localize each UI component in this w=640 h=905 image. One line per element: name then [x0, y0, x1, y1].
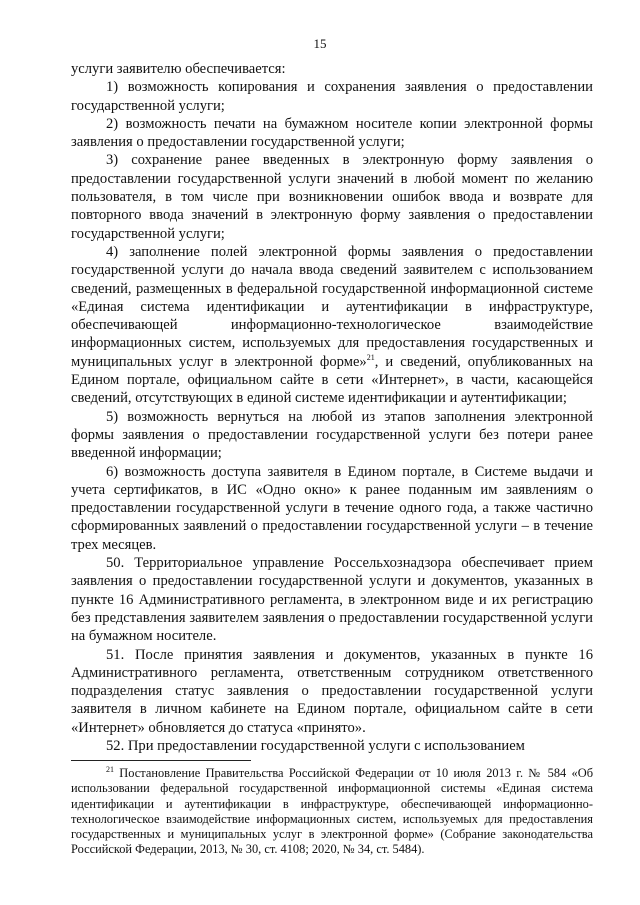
- paragraph-51: 51. После принятия заявления и документов, указанных в пункте 16 Административного регламента, ответственным сотрудником ответственного подразделения статус заявления о предоставлении государственной услуги заявителя в личном кабинете на Едином портале, официальном сайте в сети «Интернет» обновляется до статуса «принято».: [71, 646, 593, 736]
- paragraph-item-3: 3) сохранение ранее введенных в электронную форму заявления о предоставлении государственной услуги значений в любой момент по желанию пользователя, в том числе при возникновении ошибок ввода и возврате для повторного ввода значений в электронную форму заявления о предоставлении государственной услуги;: [71, 152, 593, 242]
- paragraph-52: 52. При предоставлении государственной услуги с использованием: [106, 737, 525, 754]
- footnote-reference[interactable]: 21: [366, 352, 375, 362]
- footnote-marker: 21: [106, 764, 114, 774]
- paragraph-item-1: 1) возможность копирования и сохранения заявления о предоставлении государственной услуги;: [71, 79, 593, 114]
- page-number: 15: [313, 36, 327, 51]
- document-body: [71, 60, 593, 755]
- paragraph-item-4-text-continued: , и сведений, опубликованных на Едином портале, официальном сайте в сети «Интернет», в части, касающейся сведений, отсутствующих в единой системе идентификации и аутентификации;: [71, 353, 593, 407]
- paragraph-item-6: 6) возможность доступа заявителя в Едином портале, в Системе выдачи и учета сертификатов, в ИС «Одно окно» к ранее поданным им заявлениям о предоставлении государственной услуги в течение одного года, а также частично сформированных заявлений о предоставлении государственной услуги – в течение трех месяцев.: [71, 463, 593, 553]
- paragraph-item-5: 5) возможность вернуться на любой из этапов заполнения электронной формы заявления о предоставлении государственной услуги без потери ранее введенной информации;: [71, 408, 593, 462]
- footnote-text: Постановление Правительства Российской Федерации от 10 июля 2013 г. № 584 «Об использовании федеральной государственной информационной системы «Единая система идентификации и аутентификации в инфраструктуре, обеспечивающей информационно-технологическое взаимодействие информационных систем, используемых для предоставления государственных и муниципальных услуг в электронной форме» (Собрание законодательства Российской Федерации, 2013, № 30, ст. 4108; 2020, № 34, ст. 5484).: [71, 766, 593, 857]
- paragraph-intro: услуги заявителю обеспечивается:: [71, 61, 286, 77]
- paragraph-item-4: [71, 243, 593, 408]
- paragraph-50: 50. Территориальное управление Россельхознадзора обеспечивает прием заявления о предоставлении государственной услуги и документов, указанных в пункте 16 Административного регламента, в электронном виде и их регистрацию без представления заявителем заявления о предоставлении государственной услуги на бумажном носителе.: [71, 555, 593, 645]
- paragraph-item-2: 2) возможность печати на бумажном носителе копии электронной формы заявления о предоставлении государственной услуги;: [71, 115, 593, 151]
- footnote: [71, 766, 593, 858]
- paragraph-item-4-text: 4) заполнение полей электронной формы заявления о предоставлении государственной услуги до начала ввода сведений заявителем с использованием сведений, размещенных в федеральной государственной информационной системе «Единая система идентификации и аутентификации в инфраструктуре, обеспечивающей информационно-технологическое взаимодействие информационных систем, используемых для предоставления государственных и муниципальных услуг в электронной форме»: [71, 243, 593, 370]
- footnote-separator: [71, 760, 251, 761]
